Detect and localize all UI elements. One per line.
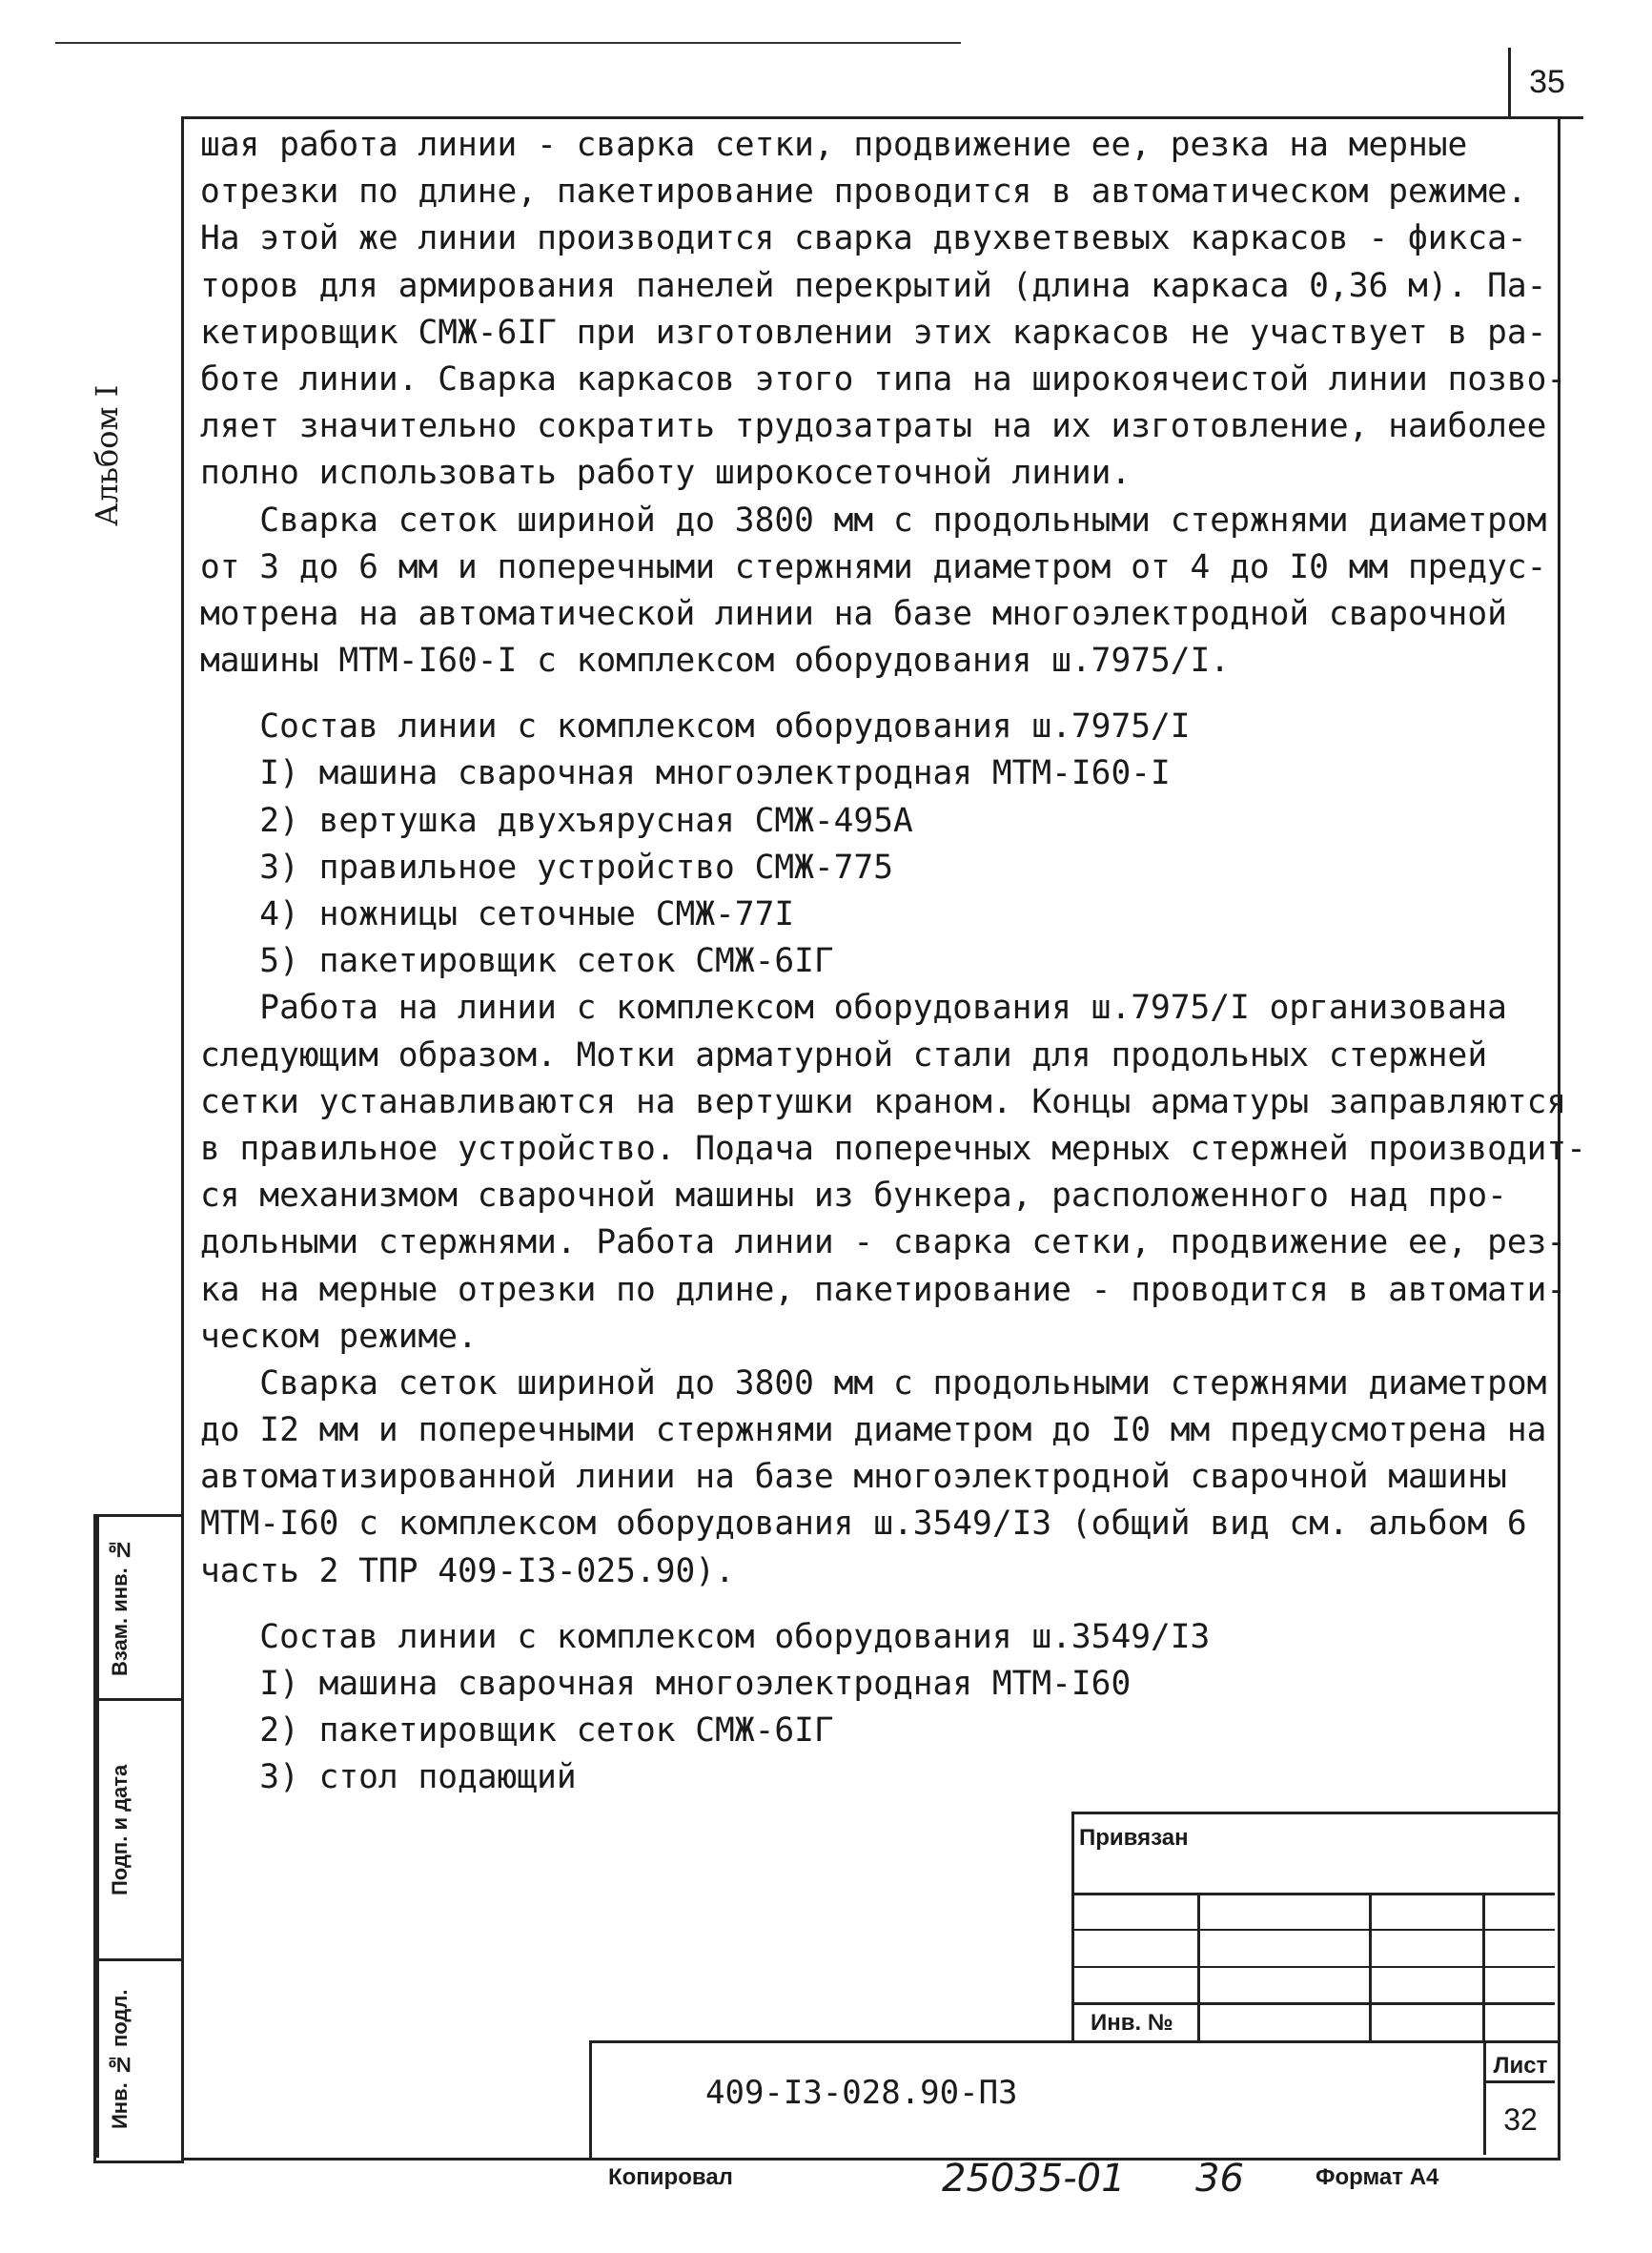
text-line: 2) пакетировщик сеток СМЖ-6IГ — [200, 1711, 834, 1751]
text-line: кетировщик СМЖ-6IГ при изготовлении этих каркасов не участвует в ра- — [200, 313, 1547, 352]
text-line: Работа на линии с комплексом оборудования ш.7975/I организована — [200, 989, 1507, 1028]
stamp-label-sign-date: Подп. и дата — [96, 1701, 141, 1958]
stamp-cell-sign-date — [96, 1701, 184, 1961]
text-line: автоматизированной линии на базе многоэлектродной сварочной машины — [200, 1458, 1507, 1497]
tb-sheet-vline — [1483, 2040, 1486, 2155]
album-label: Альбом I — [89, 384, 125, 527]
paragraph-gap — [200, 1595, 1544, 1614]
text-line: ляет значительно сократить трудозатраты на их изготовление, наиболее — [200, 407, 1547, 446]
paragraph-gap — [200, 685, 1544, 704]
text-line: боте линии. Сварка каркасов этого типа на широкоячеистой линии позво- — [200, 359, 1567, 399]
tb-vline-3 — [1482, 1893, 1485, 2040]
stamp-cell-replace-inv — [96, 1517, 184, 1701]
text-line: На этой же линии производится сварка двухветвевых каркасов - фикса- — [200, 219, 1527, 258]
text-line: 3) стол подающий — [200, 1758, 577, 1797]
handwritten-number: 36 — [1195, 2157, 1244, 2201]
text-line: 4) ножницы сеточные СМЖ-77I — [200, 895, 795, 933]
text-line: Сварка сеток шириной до 3800 мм с продольными стержнями диаметром — [200, 1363, 1547, 1403]
text-line: I) машина сварочная многоэлектродная МТМ-I60 — [200, 1665, 1132, 1703]
text-line: сетки устанавливаются на вертушки краном. Концы арматуры заправляются — [200, 1082, 1567, 1121]
sheet-label: Лист — [1493, 2053, 1548, 2079]
text-line: Сварка сеток шириной до 3800 мм с продольными стержнями диаметром — [200, 501, 1547, 540]
text-line: ка на мерные отрезки по длине, пакетирование - проводится в автомати- — [200, 1270, 1567, 1309]
text-line: дольными стержнями. Работа линии - сварка сетки, продвижение ее, рез- — [200, 1223, 1567, 1262]
stamp-label-replace-inv: Взам. инв. № — [96, 1517, 141, 1698]
tb-vline-2 — [1369, 1893, 1372, 2040]
page-number: 35 — [1508, 48, 1583, 119]
handwritten-code: 25035-01 — [942, 2157, 1126, 2201]
text-line: 2) вертушка двухъярусная СМЖ-495А — [200, 801, 913, 840]
text-line: от 3 до 6 мм и поперечными стержнями диаметром от 4 до I0 мм предус- — [200, 547, 1547, 586]
side-stamp — [93, 1514, 184, 2163]
text-line: ся механизмом сварочной машины из бункера, расположенного над про- — [200, 1177, 1507, 1216]
text-line: до I2 мм и поперечными стержнями диаметром до I0 мм предусмотрена на — [200, 1411, 1547, 1450]
text-line: ческом режиме. — [200, 1317, 478, 1356]
text-line: машины МТМ-I60-I с комплексом оборудования ш.7975/I. — [200, 642, 1231, 681]
text-line: Состав линии с комплексом оборудования ш.3549/I3 — [200, 1617, 1211, 1656]
copied-label: Копировал — [608, 2164, 733, 2190]
body-text — [200, 122, 1586, 1802]
text-line: часть 2 ТПР 409-I3-025.90). — [200, 1551, 735, 1590]
text-line: отрезки по длине, пакетирование проводится в автоматическом режиме. — [200, 173, 1527, 212]
stamp-label-orig-inv: Инв. № подл. — [96, 1961, 141, 2158]
text-line: мотрена на автоматической линии на базе многоэлектродной сварочной — [200, 594, 1507, 633]
text-line: МТМ-I60 с комплексом оборудования ш.3549/I3 (общий вид см. альбом 6 — [200, 1505, 1527, 1544]
text-line: 3) правильное устройство СМЖ-775 — [200, 848, 893, 887]
text-line: следующим образом. Мотки арматурной стали для продольных стержней — [200, 1035, 1488, 1075]
tb-vline-1 — [1197, 1893, 1200, 2040]
top-rule — [55, 42, 961, 44]
text-line: 5) пакетировщик сеток СМЖ-6IГ — [200, 942, 834, 981]
text-line: I) машина сварочная многоэлектродная МТМ-I60-I — [200, 754, 1171, 793]
inv-label: Инв. № — [1091, 2010, 1173, 2036]
format-label: Формат А4 — [1315, 2164, 1439, 2190]
text-line: Состав линии с комплексом оборудования ш.7975/I — [200, 707, 1191, 747]
text-line: в правильное устройство. Подача поперечных мерных стержней производит- — [200, 1129, 1586, 1168]
document-number: 409-I3-028.90-ПЗ — [705, 2074, 1018, 2112]
text-line: торов для армирования панелей перекрытий (длина каркаса 0,36 м). Па- — [200, 266, 1547, 305]
sheet-number: 32 — [1503, 2102, 1538, 2137]
bound-label: Привязан — [1079, 1825, 1189, 1851]
text-line: полно использовать работу широкосеточной линии. — [200, 454, 1132, 493]
stamp-cell-orig-inv — [96, 1961, 184, 2158]
tb-sheet-hline — [1483, 2080, 1555, 2083]
text-line: шая работа линии - сварка сетки, продвижение ее, резка на мерные — [200, 126, 1468, 164]
